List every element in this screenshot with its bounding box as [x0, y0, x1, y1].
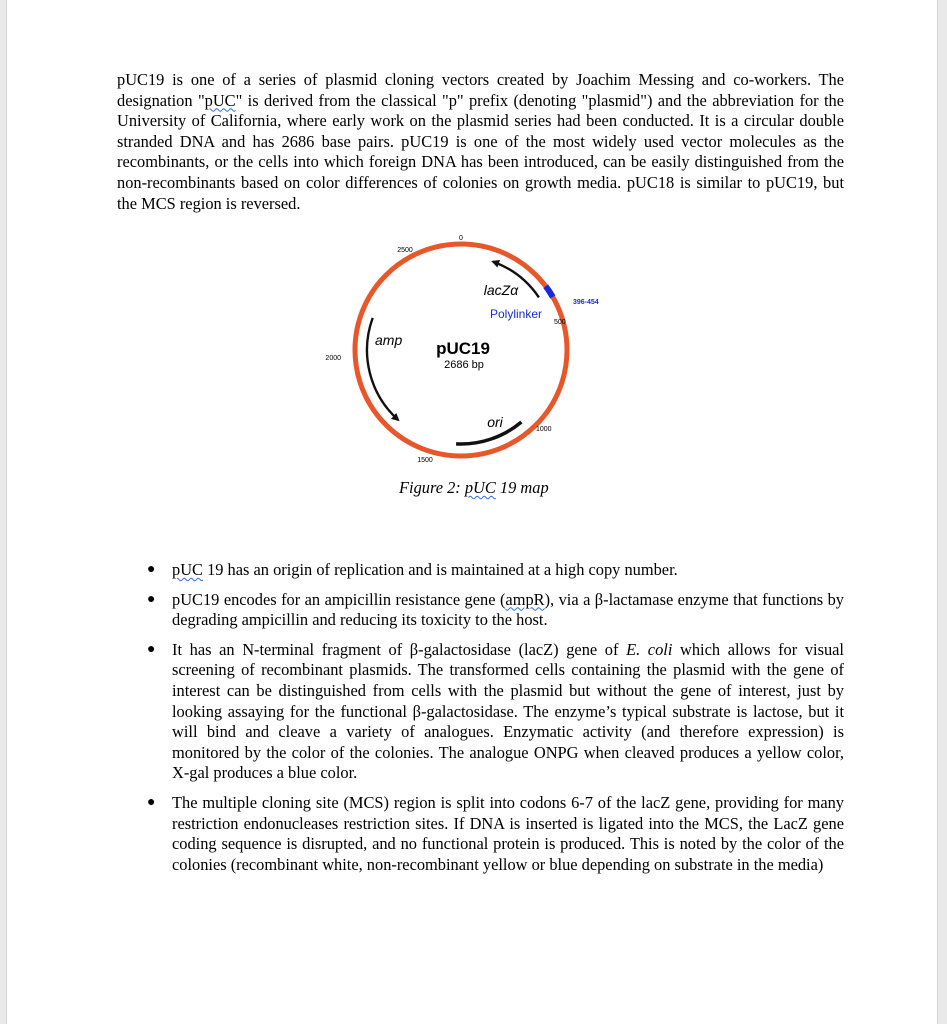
bullet-item-ampicillin [147, 589, 844, 631]
polylinker-label: Polylinker [489, 307, 543, 321]
intro-paragraph [117, 70, 844, 214]
intro-text-2: " is derived from the classical "p" prefix (denoting "plasmid") and the abbreviation for the University of California, where early work on the plasmid series had been conducted. It is a circular double stranded DNA and has 2686 base pairs. pUC19 is one of the most widely used vector molecules as the recombinants, or the cells into which foreign DNA has been introduced, can be easily distinguished from the non-recombinants based on color differences of colonies on growth media. pUC18 is similar to pUC19, but the MCS region is reversed. [117, 90, 845, 213]
b3-text-a: It has an N-terminal fragment of β-galactosidase (lacZ) gene of [172, 639, 627, 659]
tick-500: 500 [554, 319, 566, 326]
plasmid-map [307, 228, 627, 473]
polylinker-range: 396-454 [573, 299, 599, 306]
b3-ecoli: E. coli [626, 639, 673, 659]
b1-text: 19 has an origin of replication and is maintained at a high copy number. [202, 560, 678, 579]
caption-puc: pUC [464, 478, 496, 497]
bullet-item-copy-number [147, 560, 844, 581]
tick-2500: 2500 [397, 247, 413, 254]
tick-0: 0 [459, 235, 463, 242]
bullet-item-mcs [147, 792, 844, 875]
bullet-list [147, 560, 844, 884]
intro-text-1: pUC19 is one of a series of plasmid cloning vectors created by Joachim Messing and co-workers. The designation " [117, 70, 844, 110]
b4-text: The multiple cloning site (MCS) region is split into codons 6-7 of the lacZ gene, providing for many restriction endonucleases restriction sites. If DNA is inserted is ligated into the MCS, the LacZ gene coding sequence is disrupted, and no functional protein is produced. This is noted by the color of the colonies (recombinant white, non-recombinant yellow or blue depending on substrate in the media) [172, 792, 844, 874]
plasmid-size: 2686 bp [444, 359, 484, 371]
bullet-dot-icon: ● [147, 591, 156, 607]
figure-caption [399, 478, 549, 498]
tick-1500: 1500 [417, 457, 433, 464]
lacz-label: lacZα [483, 282, 519, 298]
plasmid-name: pUC19 [436, 339, 490, 358]
tick-2000: 2000 [325, 355, 341, 362]
ori-label: ori [487, 414, 503, 430]
caption-prefix: Figure 2: [399, 478, 465, 497]
bullet-dot-icon: ● [147, 641, 156, 657]
document-page [6, 0, 938, 1024]
b3-text-b: which allows for visual screening of recombinant plasmids. The transformed cells containing the plasmid with the gene of interest can be distinguished from cells with the plasmid but without the gene of interest, just by looking assaying for the functional β-galactosidase. The enzyme’s typical substrate is lactose, but it will bind and cleave a variety of analogues. Enzymatic activity (and therefore expression) is monitored by the color of the colonies. The analogue ONPG when cleaved produces a yellow color, X-gal produces a blue color. [172, 639, 844, 783]
bullet-item-lacz [147, 639, 844, 784]
puc-abbreviation: pUC [204, 90, 236, 110]
b2-text-b: ), via a β-lactamase enzyme that functions by degrading ampicillin and reducing its toxicity to the host. [172, 589, 844, 630]
b2-ampr: ampR [505, 589, 545, 609]
amp-label: amp [375, 332, 403, 348]
bullet-dot-icon: ● [147, 562, 156, 577]
caption-suffix: 19 map [495, 478, 549, 497]
b1-puc: pUC [172, 560, 203, 579]
bullet-dot-icon: ● [147, 794, 156, 810]
tick-1000: 1000 [536, 426, 552, 433]
polylinker-segment [546, 286, 553, 297]
b2-text-a: pUC19 encodes for an ampicillin resistance gene ( [172, 589, 506, 609]
